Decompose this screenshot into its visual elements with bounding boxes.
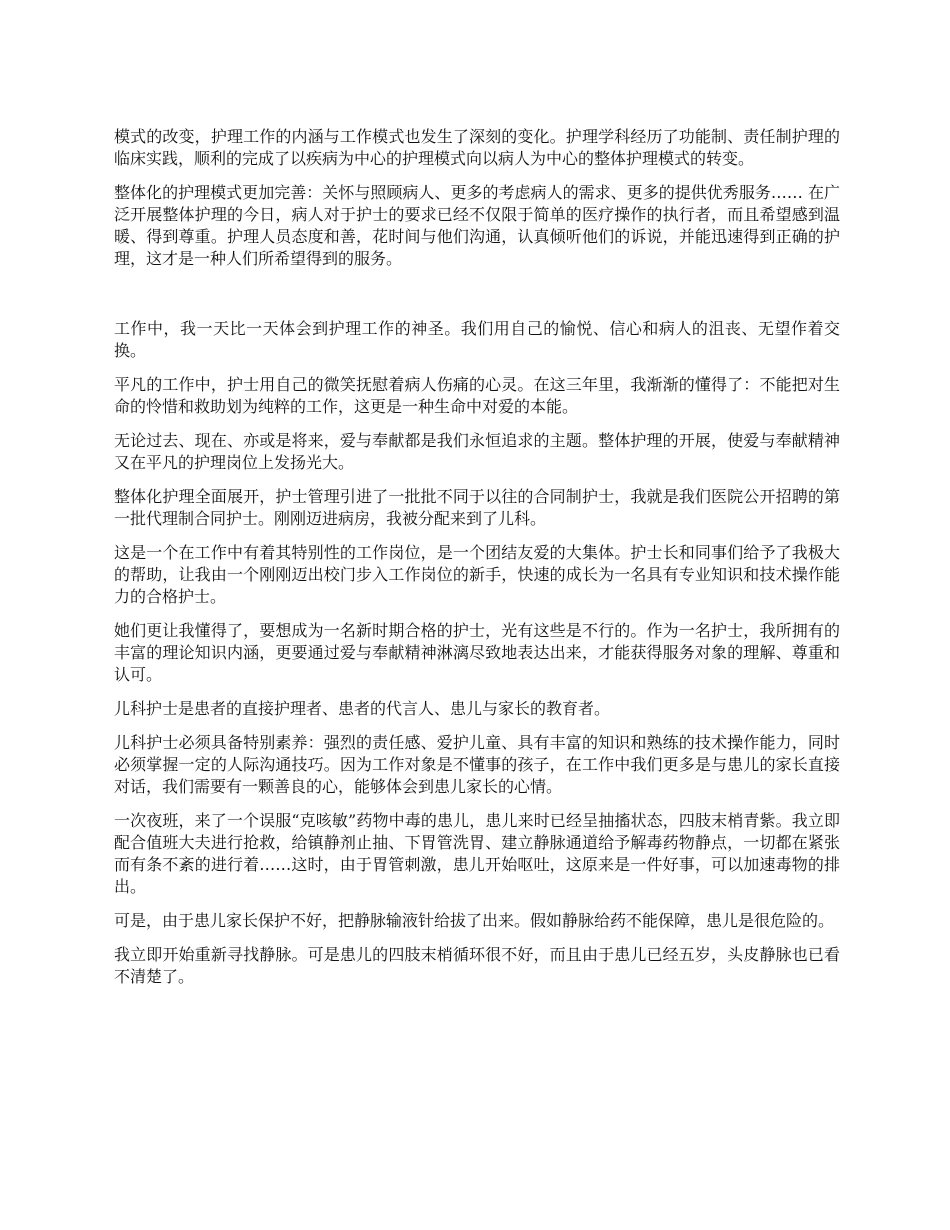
document-body	[114, 126, 840, 1000]
paragraph: 模式的改变，护理工作的内涵与工作模式也发生了深刻的变化。护理学科经历了功能制、责任制护理的临床实践，顺利的完成了以疾病为中心的护理模式向以病人为中心的整体护理模式的转变。	[114, 127, 840, 168]
paragraph: 儿科护士是患者的直接护理者、患者的代言人、患儿与家长的教育者。	[114, 699, 611, 718]
paragraph: 可是，由于患儿家长保护不好，把静脉输液针给拔了出来。假如静脉给药不能保障，患儿是很危险的。	[114, 911, 835, 930]
paragraph: 我立即开始重新寻找静脉。可是患儿的四肢末梢循环很不好，而且由于患儿已经五岁，头皮静脉也已看不清楚了。	[114, 945, 840, 986]
paragraph: 平凡的工作中，护士用自己的微笑抚慰着病人伤痛的心灵。在这三年里，我渐渐的懂得了：不能把对生命的怜惜和救助划为纯粹的工作，这更是一种生命中对爱的本能。	[114, 375, 840, 416]
paragraph: 一次夜班，来了一个误服“克咳敏”药物中毒的患儿，患儿来时已经呈抽搐状态，四肢末梢青紫。我立即配合值班大夫进行抢救，给镇静剂止抽、下胃管洗胃、建立静脉通道给予解毒药物静点，一切都在紧张而有条不紊的进行着……这时，由于胃管刺激，患儿开始呕吐，这原来是一件好事，可以加速毒物的排出。	[114, 811, 840, 896]
paragraph: 无论过去、现在、亦或是将来，爱与奉献都是我们永恒追求的主题。整体护理的开展，使爱与奉献精神又在平凡的护理岗位上发扬光大。	[114, 431, 840, 472]
paragraph: 整体化护理全面展开，护士管理引进了一批批不同于以往的合同制护士，我就是我们医院公开招聘的第一批代理制合同护士。刚刚迈进病房，我被分配来到了儿科。	[114, 487, 840, 528]
section-gap	[114, 282, 840, 318]
paragraph: 工作中，我一天比一天体会到护理工作的神圣。我们用自己的愉悦、信心和病人的沮丧、无望作着交换。	[114, 319, 840, 360]
paragraph: 这是一个在工作中有着其特别性的工作岗位，是一个团结友爱的大集体。护士长和同事们给予了我极大的帮助，让我由一个刚刚迈出校门步入工作岗位的新手，快速的成长为一名具有专业知识和技术操作能力的合格护士。	[114, 543, 840, 606]
paragraph: 她们更让我懂得了，要想成为一名新时期合格的护士，光有这些是不行的。作为一名护士，我所拥有的丰富的理论知识内涵，更要通过爱与奉献精神淋漓尽致地表达出来，才能获得服务对象的理解、尊重和认可。	[114, 621, 840, 684]
paragraph: 整体化的护理模式更加完善：关怀与照顾病人、更多的考虑病人的需求、更多的提供优秀服务…… 在广泛开展整体护理的今日，病人对于护士的要求已经不仅限于简单的医疗操作的执行者，而且希望感到温暖、得到尊重。护理人员态度和善，花时间与他们沟通，认真倾听他们的诉说，并能迅速得到正确的护理，这才是一种人们所希望得到的服务。	[114, 183, 840, 268]
paragraph: 儿科护士必须具备特别素养：强烈的责任感、爱护儿童、具有丰富的知识和熟练的技术操作能力，同时必须掌握一定的人际沟通技巧。因为工作对象是不懂事的孩子，在工作中我们更多是与患儿的家长直接对话，我们需要有一颗善良的心，能够体会到患儿家长的心情。	[114, 733, 840, 796]
